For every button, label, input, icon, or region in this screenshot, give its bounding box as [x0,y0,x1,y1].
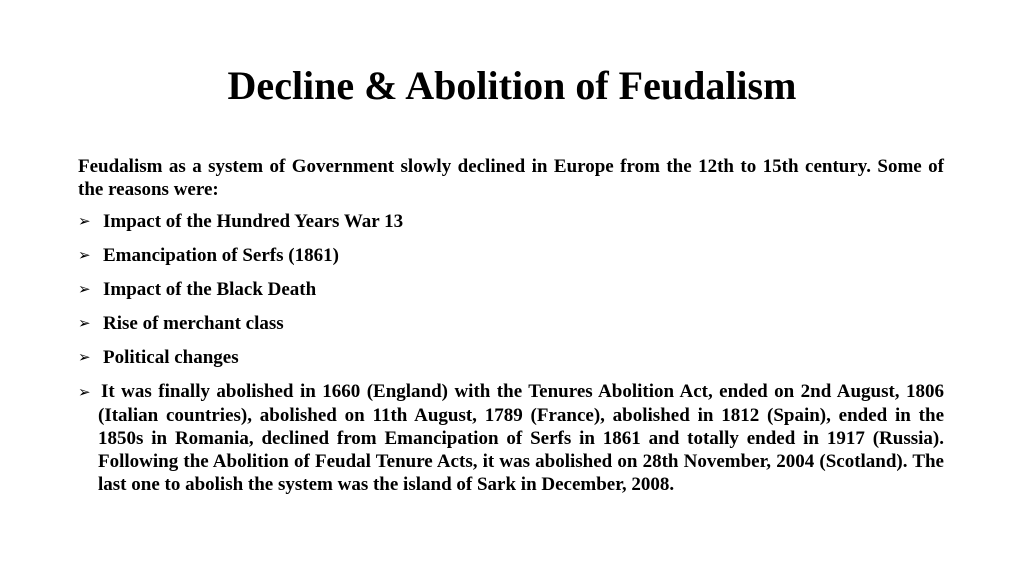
list-item-text: Rise of merchant class [103,313,284,334]
list-item [78,346,944,369]
intro-paragraph: Feudalism as a system of Government slowly declined in Europe from the 12th to 15th century. Some of the reasons were: [78,156,944,200]
list-item [78,244,944,267]
arrow-bullet-icon: ➢ [78,280,91,298]
slide-content [78,155,944,507]
list-item-text: Political changes [103,347,239,368]
slide-title: Decline & Abolition of Feudalism [227,63,797,108]
list-item-text: Emancipation of Serfs (1861) [103,245,339,266]
list-item-text: It was finally abolished in 1660 (England) with the Tenures Abolition Act, ended on 2nd August, 1806 (Italian countries), abolished on 11th August, 1789 (France), abolished in 1812 (Spain), ended in the 1850s in Romania, declined from Emancipation of Serfs in 1861 and totally ended in 1917 (Russia). Following the Abolition of Feudal Tenure Acts, it was abolished on 28th November, 2004 (Scotland). The last one to abolish the system was the island of Sark in December, 2008. [98,381,944,495]
list-item [78,380,944,496]
list-item [78,312,944,335]
arrow-bullet-icon: ➢ [78,383,91,401]
arrow-bullet-icon: ➢ [78,246,91,264]
list-item-text: Impact of the Black Death [103,279,317,300]
arrow-bullet-icon: ➢ [78,348,91,366]
arrow-bullet-icon: ➢ [78,212,91,230]
list-item [78,278,944,301]
bullet-list [78,210,944,496]
list-item [78,210,944,233]
arrow-bullet-icon: ➢ [78,314,91,332]
list-item-text: Impact of the Hundred Years War 13 [103,211,404,232]
